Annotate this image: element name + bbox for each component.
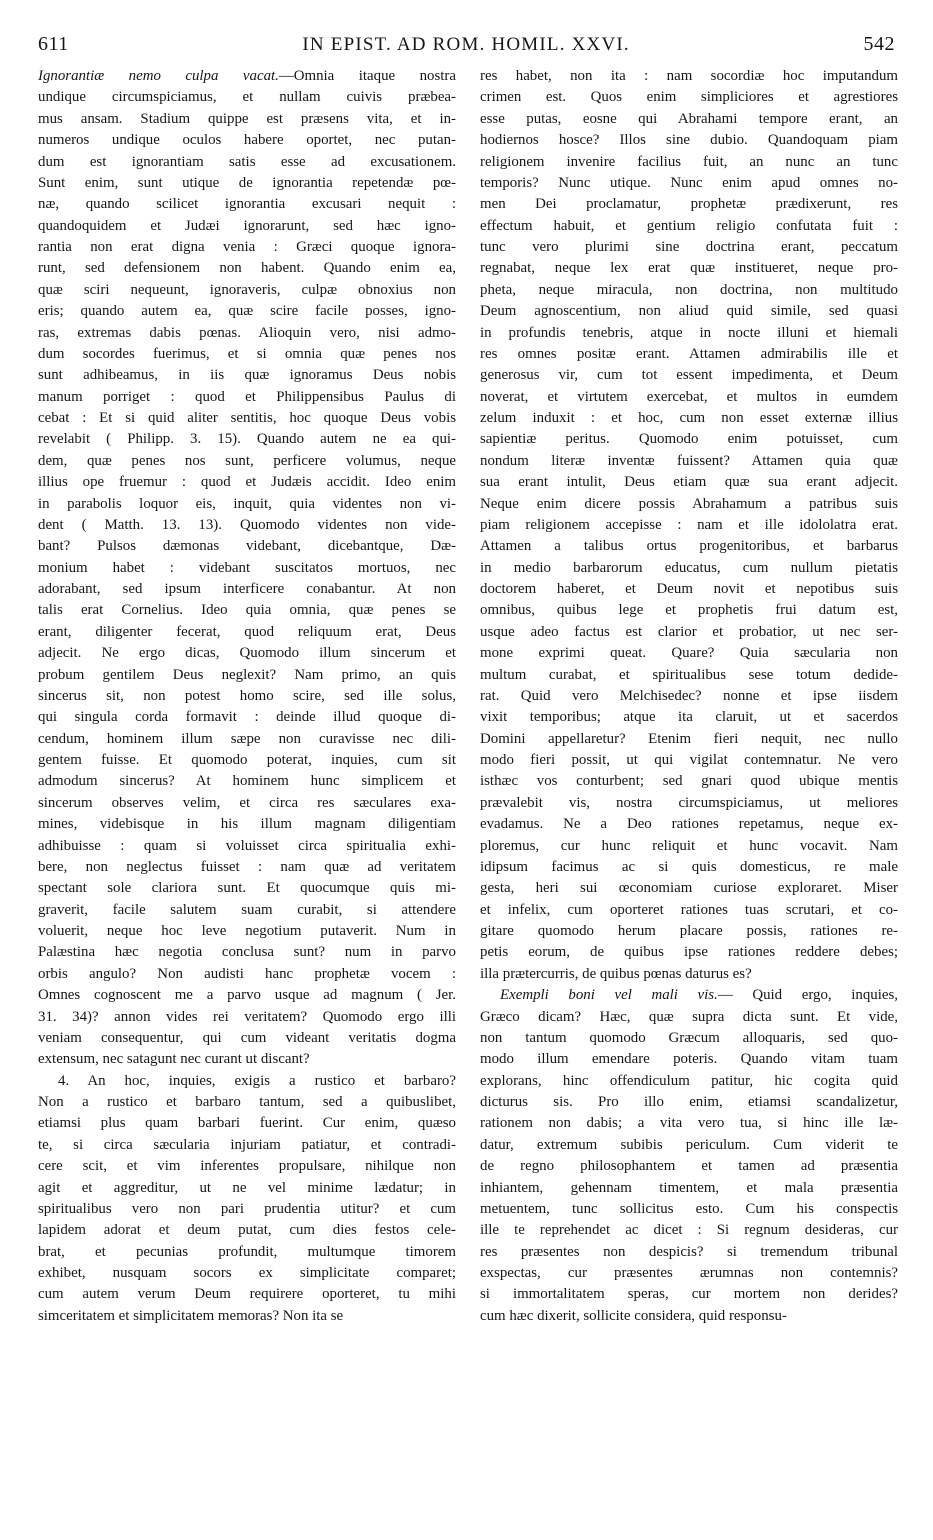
text-line: talis erat Cornelius. Ideo quia omnia, quæ penes se xyxy=(38,602,456,619)
text-line: non tantum quomodo Græcum alloquaris, sed quo- xyxy=(480,1029,898,1046)
text-line: petis eorum, de quibus ipse rationes reddere debes; xyxy=(480,944,898,961)
text-line: dent ( Matth. 13. 13). Quomodo videntes non vide- xyxy=(38,516,456,533)
text-line: cendum, hominem illum sæpe non curavisse nec dili- xyxy=(38,730,456,747)
text-line: rat. Quid vero Melchisedec? nonne et ipse iisdem xyxy=(480,687,898,704)
text-line: in profundis tenebris, atque in nocte illuni et hiemali xyxy=(480,324,898,341)
text-line: dicturus sis. Pro illo enim, etiamsi scandalizetur, xyxy=(480,1094,898,1110)
text-line: piam religionem accepisse : nam et ille idololatra erat. xyxy=(480,516,898,533)
text-line: idipsum facimus ac si quis domesticus, re male xyxy=(480,858,898,875)
text-line: doctorem haberet, et Deum novit et nepotibus suis xyxy=(480,581,898,597)
text-line: cere scit, et vim inferentes propulsare, nihilque non xyxy=(38,1158,456,1175)
text-line: bere, non neglectus fuisset : nam quæ ad veritatem xyxy=(38,858,456,875)
text-line: dum est ignorantiam satis esse ad excusationem. xyxy=(38,153,456,170)
text-line: Deum agnoscentium, non aliud quid simile, sed quasi xyxy=(480,303,898,320)
text-line: regnabat, neque lex erat quæ institueret, neque pro- xyxy=(480,260,898,277)
text-line: mone exprimi queat. Quare? Quia sæcularia non xyxy=(480,645,898,662)
text-line: esse putas, eosne qui Abrahami tempore erant, an xyxy=(480,110,898,127)
text-line: omnibus, quibus lege et prophetis frui datum est, xyxy=(480,602,898,619)
text-line: Domini appellaretur? Etenim fieri nequit, nec nullo xyxy=(480,730,898,747)
text-line: modo illum emendare poteris. Quando vitam tuam xyxy=(480,1051,898,1068)
text-line: crimen est. Quos enim simpliciores et agrestiores xyxy=(480,89,898,106)
text-line: illa prætercurris, de quibus pœnas daturus es? xyxy=(480,965,752,982)
text-line: lapidem adorat et deum putat, cum dies festos cele- xyxy=(38,1222,456,1239)
section-heading-italic: Ignorantiæ nemo culpa vacat. xyxy=(38,68,279,84)
text-line: hodiernos hosce? Illos sine dubio. Quandoquam piam xyxy=(480,132,898,149)
text-line: numeros undique oculos habere oportet, nec putan- xyxy=(38,132,456,149)
text-line: ras, extremas dabis pœnas. Alioquin vero, nisi admo- xyxy=(38,324,456,341)
text-line: generosus vir, cum tot essent impedimenta, et Deum xyxy=(480,367,898,384)
text-line: admodum sincerus? At hominem hunc simplicem et xyxy=(38,773,456,790)
running-title: IN EPIST. AD ROM. HOMIL. XXVI. xyxy=(302,34,630,55)
text-line: si immortalitatem speras, cur mortem non derides? xyxy=(480,1286,898,1303)
text-line: res habet, non ita : nam socordiæ hoc imputandum xyxy=(480,68,898,84)
text-line: ploremus, cur hunc reliquit et hunc vocavit. Nam xyxy=(480,837,898,854)
text-line: evadamus. Ne a Deo rationes repetamus, neque ex- xyxy=(480,816,898,833)
text-line: datur, extremum subibis periculum. Cum viderit te xyxy=(480,1136,898,1153)
text-line: bant? Pulsos dæmonas videbant, dicebantque, Dæ- xyxy=(38,538,456,555)
text-line: quæ sciri nequeunt, ignoraveris, culpæ obnoxius non xyxy=(38,281,456,298)
text-line: adhibuisse : quam si voluisset circa spiritualia exhi- xyxy=(38,837,456,854)
text-line: etiamsi plus quam barbari fuerint. Cur enim, quæso xyxy=(38,1115,456,1132)
text-line: Ignorantiæ nemo culpa vacat.—Omnia itaque nostra xyxy=(38,68,456,84)
text-line: zelum induxit : et hoc, cum non esset externæ illius xyxy=(480,410,898,426)
text-line: 4. An hoc, inquies, exigis a rustico et barbaro? xyxy=(58,1072,456,1089)
text-line: te, si circa sæcularia injuriam patiatur, et contradi- xyxy=(38,1136,456,1153)
text-line: multum curabat, et spiritualibus sese totum dedide- xyxy=(480,666,898,683)
text-line: spiritualibus vero non pari prudentia utitur? et cum xyxy=(38,1200,456,1217)
text-line: sapientiæ peritus. Quomodo enim potuisset, cum xyxy=(480,431,898,448)
text-line: effectum habuit, et gentium religio confutata fuit : xyxy=(480,217,898,234)
text-line: graverit, facile salutem suam curabit, si attendere xyxy=(38,901,456,918)
text-line: inhiantem, gehennam timentem, et mala præsentia xyxy=(480,1179,898,1196)
page-number-right: 542 xyxy=(863,33,895,55)
page-number-left: 611 xyxy=(38,33,69,55)
text-line: sincerus sit, non potest homo scire, sed ille solus, xyxy=(38,687,456,704)
text-line: illius ope fruemur : quod et Judæis accidit. Ideo enim xyxy=(38,474,456,491)
text-line: religionem invenire facilius fuit, an nunc an tunc xyxy=(480,153,898,170)
text-line: men Dei proclamatur, prophetæ prædixerunt, res xyxy=(480,196,898,213)
text-line: erant, diligenter fecerat, quod reliquum erat, Deus xyxy=(38,623,456,640)
text-line: Palæstina hæc negotia conclusa sunt? num in parvo xyxy=(38,944,456,961)
text-line: cum hæc dixerit, sollicite considera, quid responsu- xyxy=(480,1307,787,1324)
text-line: voluerit, neque hoc leve negotium putaverit. Num in xyxy=(38,923,456,939)
text-line: dum socordes fuerimus, et si omnia quæ penes nos xyxy=(38,345,456,362)
text-line: næ, quando scilicet ignorantia excusari nequit : xyxy=(38,196,456,213)
text-line: res omnes positæ erant. Attamen admirabilis ille et xyxy=(480,345,898,362)
text-line: revelabit ( Philipp. 3. 15). Quando autem ne ea qui- xyxy=(38,431,456,448)
text-line: runt, sed defensionem non habent. Quando enim ea, xyxy=(38,260,456,277)
text-line: adjecit. Ne ergo dicas, Quomodo illum sincerum et xyxy=(38,645,456,662)
text-line: dem, quæ penes nos sunt, perficere volumus, neque xyxy=(38,452,456,469)
text-line: nondum literæ inventæ fuissent? Attamen quia quæ xyxy=(480,452,898,469)
text-line: agit et aggreditur, ut ne vel minime lædatur; in xyxy=(38,1179,456,1196)
text-line: modo fieri possit, ut qui vigilat contemnatur. Ne vero xyxy=(480,752,898,768)
text-line: pheta, neque miracula, non doctrina, non multitudo xyxy=(480,281,898,298)
text-line: usque adeo factus est clarior et probatior, ut nec ser- xyxy=(480,623,898,640)
text-line: noverat, et virtutem exercebat, et multos in eumdem xyxy=(480,388,898,405)
running-header xyxy=(38,33,895,63)
text-line: explorans, hinc offendiculum patitur, hic cogita quid xyxy=(480,1072,898,1089)
text-line: Sunt enim, sunt utique de ignorantia repetendæ pœ- xyxy=(38,174,456,191)
text-line: spectant sole clariora sunt. Et quocumque quis mi- xyxy=(38,880,456,897)
text-line: Græco dicam? Hæc, quæ supra dicta sunt. Et vide, xyxy=(480,1008,898,1025)
text-line: gentem fuisse. Et quomodo poterat, inquies, cum sit xyxy=(38,752,456,768)
text-line: monium habet : videbant suscitatos mortuos, nec xyxy=(38,559,456,576)
text-line: res præsentes non despicis? si tremendum tribunal xyxy=(480,1243,898,1260)
text-line: mus ansam. Stadium quippe est præsens vita, et in- xyxy=(38,110,456,127)
text-line: et infelix, cum oporteret rationes tuas scrutari, et co- xyxy=(480,901,898,918)
text-line: cum autem verum Deum requirere oporteret, tu mihi xyxy=(38,1286,456,1303)
text-line: 31. 34)? annon vides rei veritatem? Quomodo ergo illi xyxy=(38,1008,456,1025)
text-line: metuentem, tunc sollicitus esto. Cum his conspectis xyxy=(480,1200,898,1217)
text-line: mines, videbisque in his illum magnam diligentiam xyxy=(38,816,456,833)
text-line: quandoquidem et Judæi ignorarunt, sed hæc igno- xyxy=(38,217,456,234)
text-line: ille te reprehendet ac dicet : Si regnum desideras, cur xyxy=(480,1222,898,1239)
text-line: adorabant, sed ipsum interficere conabantur. At non xyxy=(38,581,456,597)
text-line: gesta, heri sui œconomiam curiose exploraret. Miser xyxy=(480,880,898,897)
text-line: prævalebit vis, nostra circumspiciamus, ut meliores xyxy=(480,794,898,811)
text-line: de regno philosophantem et tamen ad præsentia xyxy=(480,1158,898,1175)
text-line: veniam consequentur, qui cum videant veritatis dogma xyxy=(38,1029,456,1046)
text-line: in parabolis loquor eis, inquit, quia videntes non vi- xyxy=(38,495,456,512)
text-line: qui singula corda formavit : deinde illud quoque di- xyxy=(38,709,456,726)
text-line: Attamen a talibus ortus progenitoribus, et barbarus xyxy=(480,538,898,555)
text-line: undique circumspiciamus, et nullam cuivis præbea- xyxy=(38,89,456,106)
text-line: exspectas, cur præsentes ærumnas non contemnis? xyxy=(480,1265,898,1281)
text-line: rantia non erat digna venia : Græci quoque ignora- xyxy=(38,239,456,255)
text-line: sincerum observes velim, et circa res sæculares exa- xyxy=(38,794,456,811)
text-line: manum porriget : quod et Philippensibus Paulus di xyxy=(38,388,456,405)
text-line: temporis? Nunc utique. Nunc enim apud omnes no- xyxy=(480,174,898,191)
right-column xyxy=(480,66,898,1327)
section-heading-italic: Exempli boni vel mali vis. xyxy=(500,987,718,1004)
text-line: in medio barbarorum educatus, cum nullum pietatis xyxy=(480,559,898,576)
text-line: sunt adhibeamus, in iis quæ ignoramus Deus nobis xyxy=(38,367,456,384)
text-line: brat, et pecunias profundit, multumque timorem xyxy=(38,1243,456,1260)
text-line: rationem non dabis; a vita vero tua, si hinc ille læ- xyxy=(480,1115,898,1132)
text-line: simceritatem et simplicitatem memoras? Non ita se xyxy=(38,1307,344,1324)
text-line: cebat : Et si quid aliter sentitis, hoc quoque Deus vobis xyxy=(38,410,456,426)
text-line: exhibet, nusquam socors ex simplicitate comparet; xyxy=(38,1265,456,1281)
text-line: gitare quomodo herum placare possis, rationes re- xyxy=(480,923,898,939)
text-line: isthæc vos conturbent; sed gnari quod ubique mentis xyxy=(480,773,898,790)
text-line: orbis angulo? Non audisti hanc prophetæ vocem : xyxy=(38,965,456,982)
text-line: Neque enim dicere possis Abrahamum a patribus suis xyxy=(480,495,898,512)
text-line: eris; quando autem ea, quæ scire facile posses, igno- xyxy=(38,303,456,320)
text-line: Exempli boni vel mali vis.— Quid ergo, inquies, xyxy=(500,987,898,1004)
text-line: Omnes cognoscent me a parvo usque ad magnum ( Jer. xyxy=(38,987,456,1004)
text-line: Non a rustico et barbaro tantum, sed a quibuslibet, xyxy=(38,1094,456,1110)
text-line: tunc vero plurimi sine doctrina erant, peccatum xyxy=(480,239,898,255)
left-column xyxy=(38,66,456,1327)
text-line: sua erant intulit, Deus etiam quæ sua erant adjecit. xyxy=(480,474,898,491)
text-line: extensum, nec satagunt nec curant ut discant? xyxy=(38,1051,310,1068)
text-line: probum gentilem Deus neglexit? Nam primo, an quis xyxy=(38,666,456,683)
text-line: vixit temporibus; atque ita claruit, ut et sacerdos xyxy=(480,709,898,726)
